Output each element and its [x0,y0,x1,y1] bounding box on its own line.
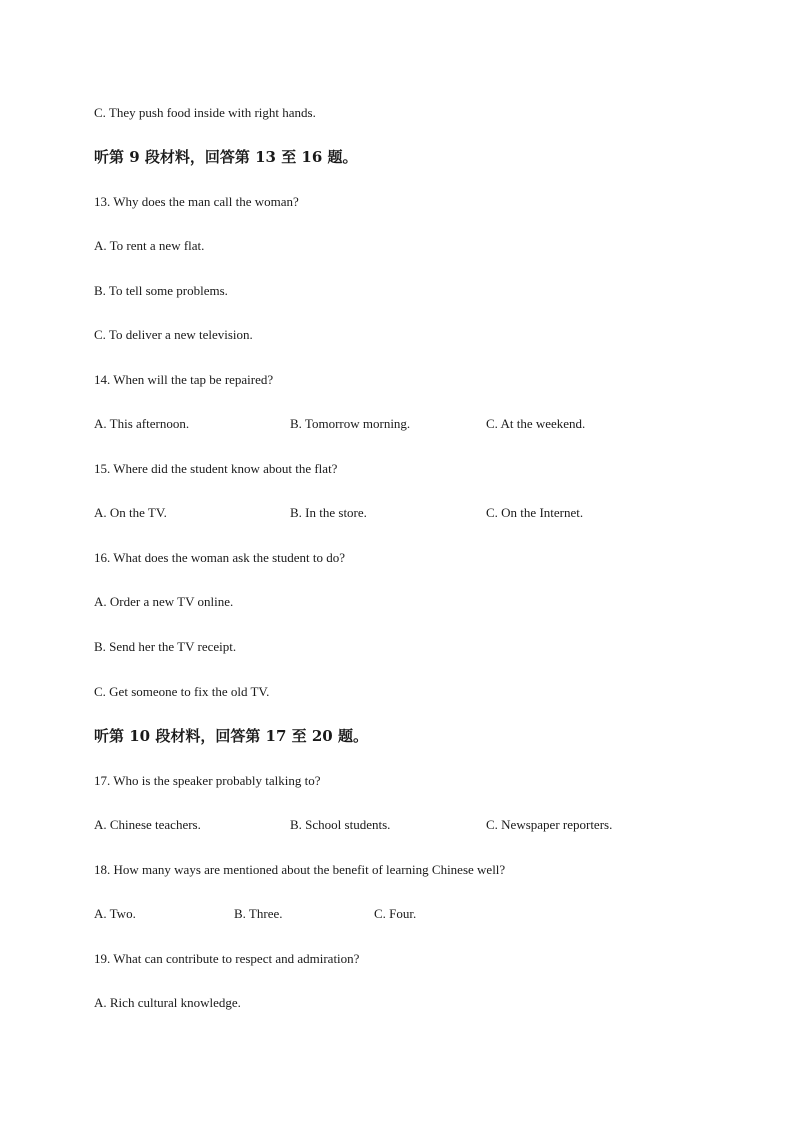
question-19: 19. What can contribute to respect and admiration? [94,951,360,966]
option-13-a: A. To rent a new flat. [94,238,205,253]
section-9-heading: 听第 9 段材料，回答第 13 至 16 题。 [94,148,358,166]
option-17-b: B. School students. [290,817,391,832]
question-17: 17. Who is the speaker probably talking to? [94,773,321,788]
question-16: 16. What does the woman ask the student to do? [94,550,346,565]
option-12-c: C. They push food inside with right hands. [94,105,316,120]
option-16-b: B. Send her the TV receipt. [94,639,237,654]
option-19-a: A. Rich cultural knowledge. [94,995,241,1010]
question-14: 14. When will the tap be repaired? [94,372,274,387]
option-15-a: A. On the TV. [94,505,167,520]
option-18-c: C. Four. [374,906,417,921]
option-15-c: C. On the Internet. [486,505,584,520]
option-18-b: B. Three. [234,906,283,921]
option-17-c: C. Newspaper reporters. [486,817,613,832]
question-15: 15. Where did the student know about the flat? [94,461,338,476]
option-15-b: B. In the store. [290,505,367,520]
option-13-b: B. To tell some problems. [94,283,228,298]
option-14-b: B. Tomorrow morning. [290,416,411,431]
option-16-c: C. Get someone to fix the old TV. [94,684,270,699]
option-13-c: C. To deliver a new television. [94,327,253,342]
question-13: 13. Why does the man call the woman? [94,194,299,209]
option-14-a: A. This afternoon. [94,416,190,431]
option-17-a: A. Chinese teachers. [94,817,201,832]
question-18: 18. How many ways are mentioned about the benefit of learning Chinese well? [94,862,506,877]
option-16-a: A. Order a new TV online. [94,594,234,609]
section-10-heading: 听第 10 段材料，回答第 17 至 20 题。 [94,727,368,745]
option-18-a: A. Two. [94,906,136,921]
option-14-c: C. At the weekend. [486,416,586,431]
